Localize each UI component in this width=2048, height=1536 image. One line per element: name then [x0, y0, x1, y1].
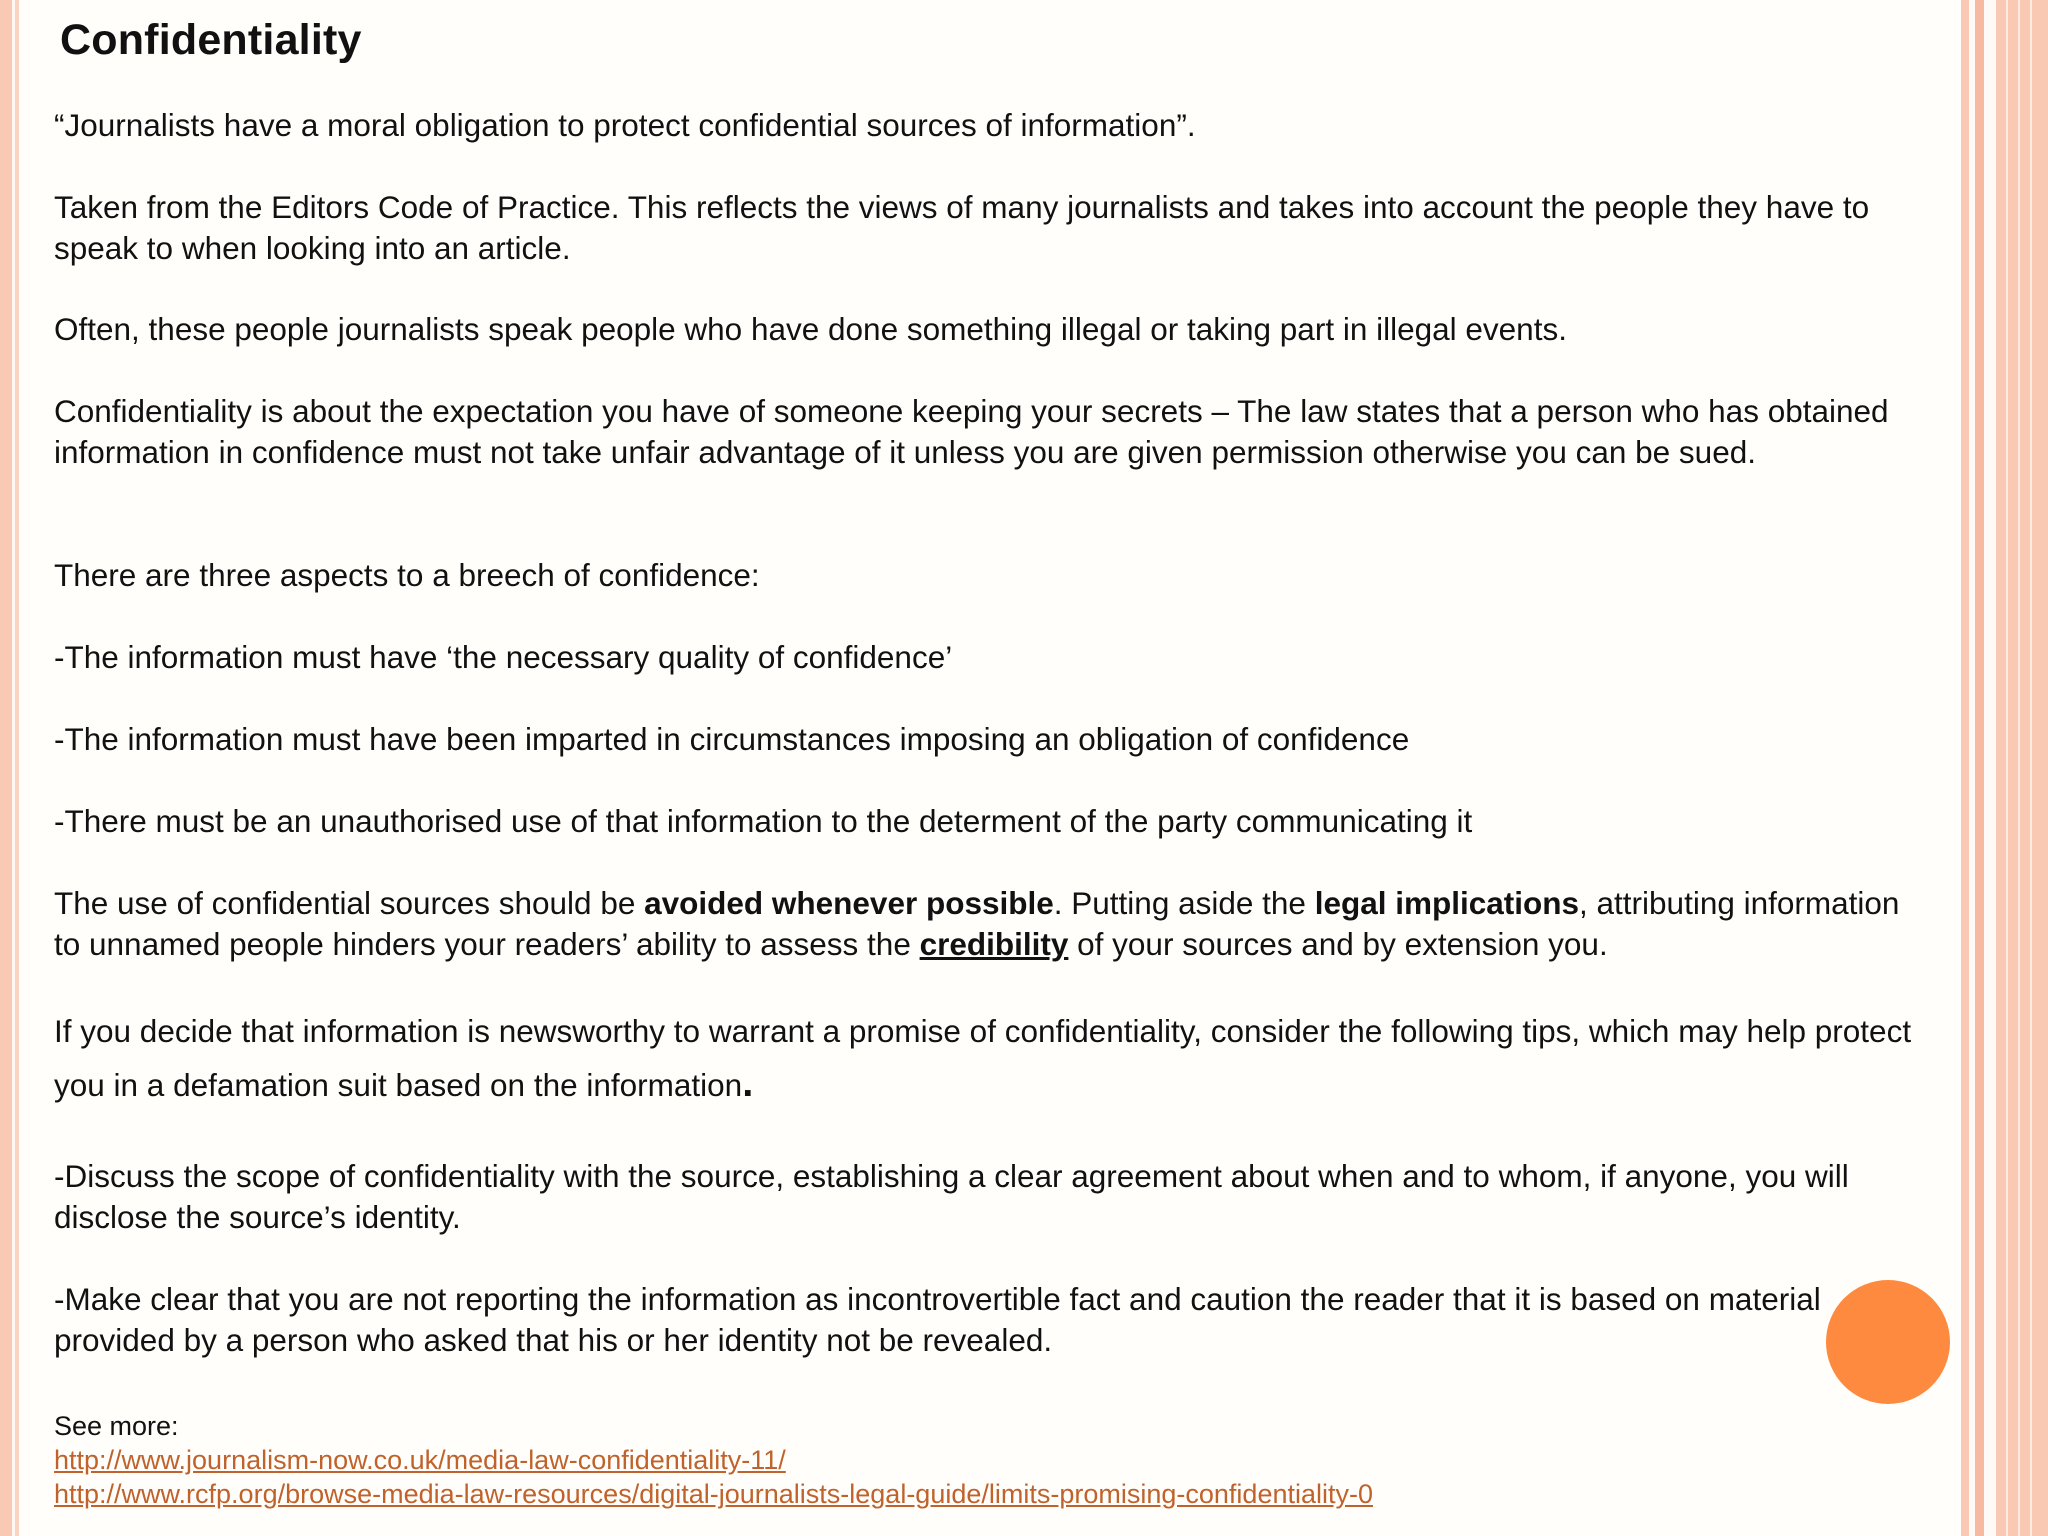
right-border-band [1996, 0, 2048, 1536]
use-text: of your sources and by extension you. [1068, 926, 1608, 962]
decide-paragraph [54, 1005, 1934, 1111]
right-border-line-2 [2018, 0, 2020, 1536]
tip-item: -Make clear that you are not reporting the information as incontrovertible fact and caution the reader that it is based on material provided by a person who asked that his or her identity not be revealed. [54, 1281, 1821, 1358]
right-border-line-3 [2030, 0, 2032, 1536]
reference-link[interactable]: http://www.journalism-now.co.uk/media-law-confidentiality-11/ [54, 1445, 786, 1475]
reference-link[interactable]: http://www.rcfp.org/browse-media-law-resources/digital-journalists-legal-guide/limits-promising-confidentiality-0 [54, 1479, 1373, 1509]
aspect-item: -The information must have been imparted in circumstances imposing an obligation of confidence [54, 721, 1410, 757]
use-text: The use of confidential sources should be [54, 885, 645, 921]
right-border-stripe-1 [1961, 0, 1969, 1536]
emphasis-legal: legal implications [1314, 885, 1580, 921]
use-text: . Putting aside the [1053, 885, 1315, 921]
right-border-gap-2 [1984, 0, 1996, 1536]
use-text: , attributing information to unnamed people hinders your readers’ ability to assess the [54, 885, 1900, 962]
aspects-intro: There are three aspects to a breech of confidence: [54, 557, 760, 593]
code-note-paragraph: Taken from the Editors Code of Practice. This reflects the views of many journalists and takes into account the people they have to speak to when looking into an article. [54, 189, 1870, 266]
decorative-circle [1826, 1280, 1950, 1404]
slide-title: Confidentiality [60, 16, 362, 64]
aspect-item: -There must be an unauthorised use of that information to the determent of the party communicating it [54, 803, 1473, 839]
right-border-line-1 [2006, 0, 2008, 1536]
decide-text: If you decide that information is newsworthy to warrant a promise of confidentiality, consider the following tips, which may help protect you in a defamation suit based on the information [54, 1013, 1912, 1103]
definition-paragraph: Confidentiality is about the expectation you have of someone keeping your secrets – The law states that a person who has obtained information in confidence must not take unfair advantage of it unless you are given permission otherwise you can be sued. [54, 393, 1889, 470]
decide-period: . [742, 1061, 754, 1105]
quote-paragraph: “Journalists have a moral obligation to protect confidential sources of information”. [54, 107, 1196, 143]
tip-item: -Discuss the scope of confidentiality with the source, establishing a clear agreement about when and to whom, if anyone, you will disclose the source’s identity. [54, 1158, 1849, 1235]
often-paragraph: Often, these people journalists speak people who have done something illegal or taking part in illegal events. [54, 311, 1567, 347]
emphasis-credibility: credibility [919, 926, 1069, 962]
see-more-label: See more: [54, 1411, 179, 1441]
emphasis-avoided: avoided whenever possible [644, 885, 1054, 921]
right-border-stripe-2 [1975, 0, 1984, 1536]
use-paragraph [54, 883, 1934, 965]
aspect-item: -The information must have ‘the necessary quality of confidence’ [54, 639, 953, 675]
